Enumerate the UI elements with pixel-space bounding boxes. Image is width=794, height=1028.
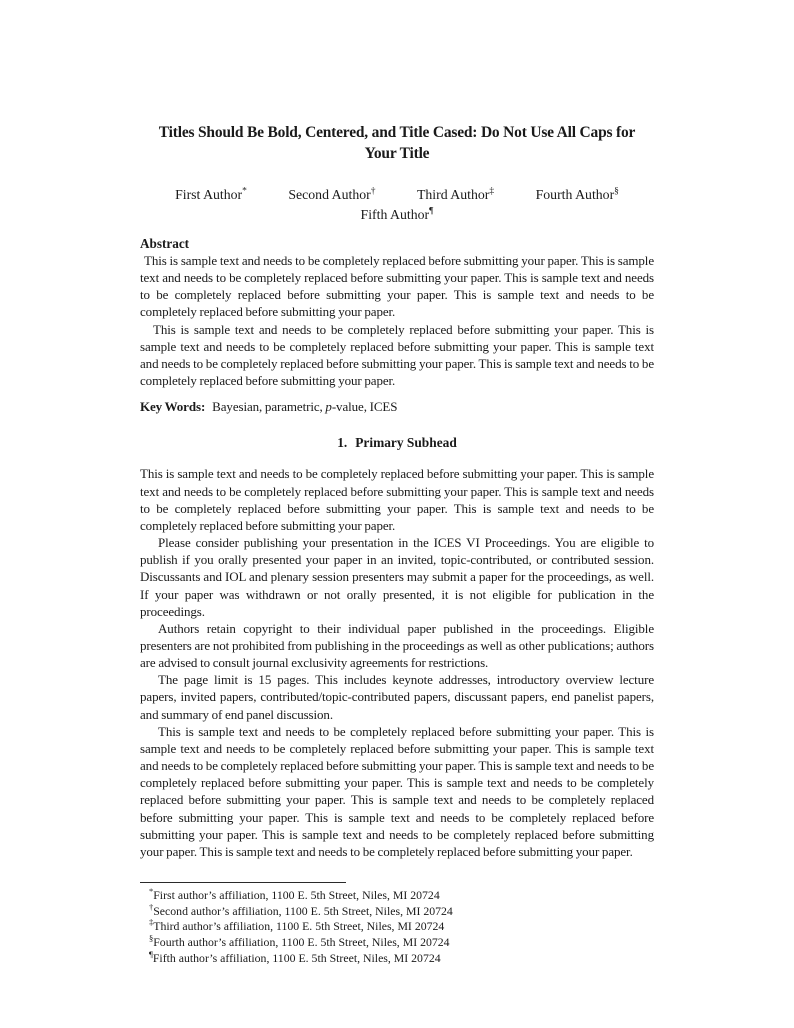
footnote-mark: ¶ <box>149 948 153 959</box>
author-name: Second Author <box>288 187 371 202</box>
footnote-mark: * <box>149 886 154 897</box>
footnote-text: Third author’s affiliation, 1100 E. 5th Street, Niles, MI 20724 <box>153 919 445 934</box>
footnote-mark: † <box>149 901 154 912</box>
author-name: First Author <box>175 187 243 202</box>
section-number: 1. <box>337 435 348 451</box>
footnote-text: Second author’s affiliation, 1100 E. 5th Street, Niles, MI 20724 <box>153 903 453 918</box>
author-footnote-mark: § <box>614 186 619 197</box>
body-paragraph: This is sample text and needs to be completely replaced before submitting your paper. This is sample text and needs to be completely replaced before submitting your paper. This is sample text and needs to be completely replaced before submitting your paper. This is sample text and needs to be completely replaced before submitting your paper. <box>140 466 654 533</box>
paper-title-line1: Titles Should Be Bold, Centered, and Title Cased: Do Not Use All Caps for <box>158 124 636 141</box>
body-paragraph: Authors retain copyright to their individual paper published in the proceedings. Eligible presenters are not prohibited from publishing in the proceedings as well as other publications; authors are advised to consult journal exclusivity agreements for restrictions. <box>140 620 654 671</box>
footnote-item <box>140 948 654 967</box>
author-fifth <box>361 205 434 225</box>
footnote-item <box>140 888 654 904</box>
footnote-rule <box>140 882 346 883</box>
section-heading <box>140 434 654 451</box>
paper-title-line2: Your Title <box>364 145 430 162</box>
footnote-mark: § <box>149 933 154 944</box>
author-name: Fifth Author <box>360 207 430 222</box>
author-name: Fourth Author <box>535 187 615 202</box>
footnote-text: Fifth author’s affiliation, 1100 E. 5th Street, Niles, MI 20724 <box>152 950 441 965</box>
abstract-paragraph: This is sample text and needs to be completely replaced before submitting your paper. This is sample text and needs to be completely replaced before submitting your paper. This is sample text and needs to be completely replaced before submitting your paper. This is sample text and needs to be completely replaced before submitting your paper. <box>140 321 654 389</box>
author-footnote-mark: * <box>242 186 247 197</box>
footnote-text: Fourth author’s affiliation, 1100 E. 5th Street, Niles, MI 20724 <box>153 935 450 950</box>
keywords-text: -value, ICES <box>331 399 398 415</box>
author-row-1 <box>140 185 654 205</box>
section-title: Primary Subhead <box>355 435 457 451</box>
footnote-item <box>140 919 654 935</box>
footnote-block <box>140 882 654 967</box>
author-footnote-mark: ¶ <box>429 206 434 217</box>
author-footnote-mark: † <box>370 186 376 197</box>
paper-content-column <box>140 0 654 882</box>
paper-title <box>140 122 654 164</box>
author-name: Third Author <box>416 187 490 202</box>
author-first <box>175 185 247 205</box>
footnote-text: First author’s affiliation, 1100 E. 5th Street, Niles, MI 20724 <box>153 888 440 902</box>
author-block <box>140 185 654 225</box>
author-row-2 <box>140 205 654 225</box>
keywords-line <box>140 398 654 415</box>
keywords-label: Key Words: <box>140 399 206 415</box>
footnote-item <box>140 935 654 951</box>
keywords-italic-term: p <box>325 399 332 415</box>
author-fourth <box>536 185 619 205</box>
abstract-paragraph: This is sample text and needs to be completely replaced before submitting your paper. This is sample text and needs to be completely replaced before submitting your paper. This is sample text and needs to be completely replaced before submitting your paper. This is sample text and needs to be completely replaced before submitting your paper. <box>140 253 654 320</box>
author-footnote-mark: ‡ <box>489 186 495 197</box>
author-second <box>288 185 375 205</box>
author-third <box>417 185 494 205</box>
footnote-item <box>140 901 654 920</box>
abstract-heading: Abstract <box>140 236 190 251</box>
body-paragraph: Please consider publishing your presentation in the ICES VI Proceedings. You are eligible to publish if you orally presented your paper in an invited, topic-contributed, or contributed session. Discussants and IOL and plenary session presenters may submit a paper for the proceedings, as well. If your paper was withdrawn or not orally presented, it is not eligible for publication in the proceedings. <box>140 535 654 619</box>
keywords-text: Bayesian, parametric, <box>212 399 326 415</box>
body-paragraph: This is sample text and needs to be completely replaced before submitting your paper. This is sample text and needs to be completely replaced before submitting your paper. This is sample text and needs to be completely replaced before submitting your paper. This is sample text and needs to be completely replaced before submitting your paper. This is sample text and needs to be completely replaced before submitting your paper. This is sample text and needs to be completely replaced before submitting your paper. This is sample text and needs to be completely replaced before submitting your paper. This is sample text and needs to be completely replaced before submitting your paper. This is sample text and needs to be completely replaced before submitting your paper. <box>140 723 654 859</box>
body-paragraph: The page limit is 15 pages. This includes keynote addresses, introductory overview lecture papers, invited papers, contributed/topic-contributed papers, discussant papers, end panelist papers, and summary of end panel discussion. <box>140 672 654 722</box>
footnote-mark: ‡ <box>149 917 154 928</box>
